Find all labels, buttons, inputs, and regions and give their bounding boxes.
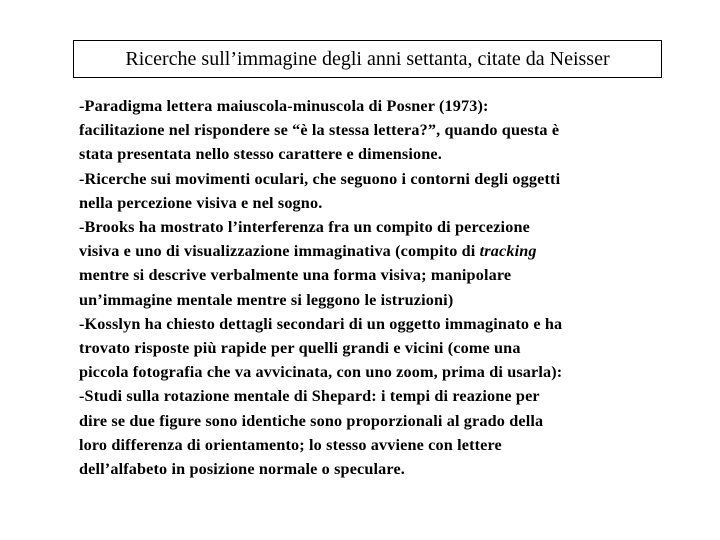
body-line: -Studi sulla rotazione mentale di Shepard: i tempi di reazione per <box>79 387 540 406</box>
slide-title-box <box>73 40 662 78</box>
body-line <box>79 239 679 263</box>
slide-body <box>79 94 679 481</box>
body-line: nella percezione visiva e nel sogno. <box>79 193 323 212</box>
body-line: piccola fotografia che va avvicinata, con uno zoom, prima di usarla): <box>79 363 563 382</box>
body-line: stata presentata nello stesso carattere e dimensione. <box>79 145 442 164</box>
body-line: dell’alfabeto in posizione normale o speculare. <box>79 460 405 479</box>
body-line: -Paradigma lettera maiuscola-minuscola di Posner (1973): <box>79 97 489 115</box>
italic-term-tracking: tracking <box>479 242 537 261</box>
body-line: -Kosslyn ha chiesto dettagli secondari di un oggetto immaginato e ha <box>79 314 563 333</box>
body-line: mentre si descrive verbalmente una forma visiva; manipolare <box>79 266 512 285</box>
body-line: dire se due figure sono identiche sono proporzionali al grado della <box>79 411 544 430</box>
body-line-text: visiva e uno di visualizzazione immaginativa (compito di <box>79 242 480 261</box>
body-line: loro differenza di orientamento; lo stesso avviene con lettere <box>79 435 502 454</box>
body-line: trovato risposte più rapide per quelli grandi e vicini (come una <box>79 339 521 358</box>
body-line: un’immagine mentale mentre si leggono le istruzioni) <box>79 290 454 309</box>
body-line: -Brooks ha mostrato l’interferenza fra un compito di percezione <box>79 218 530 237</box>
slide-title: Ricerche sull’immagine degli anni settanta, citate da Neisser <box>125 47 610 70</box>
body-line: facilitazione nel rispondere se “è la stessa lettera?”, quando questa è <box>79 121 560 140</box>
body-line: -Ricerche sui movimenti oculari, che seguono i contorni degli oggetti <box>79 169 561 188</box>
